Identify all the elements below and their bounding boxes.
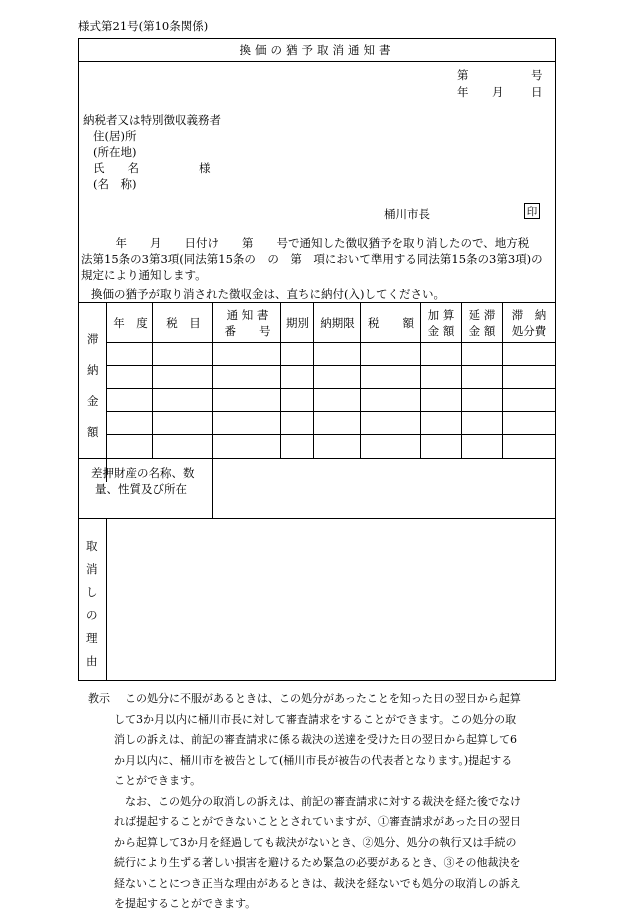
notes-p2-line-6: を提起することができます。 (114, 897, 257, 910)
header-installment: 期別 (286, 316, 309, 330)
notice-form (78, 38, 556, 681)
notes-p1-line-1: この処分に不服があるときは、この処分があったことを知った日の翌日から起算 (125, 692, 521, 705)
body-line-1: 年 月 日付け 第 号で通知した徴収猶予を取り消したので、地方税 (81, 236, 530, 250)
notes-p1-line-5: ことができます。 (114, 774, 202, 787)
notes-p2-line-2: れば提起することができないこととされていますが、①審査請求があった日の翌日 (114, 815, 521, 828)
recipient-location-label: (所在地) (93, 145, 137, 159)
payment-notice: 換価の猶予が取り消された徴収金は、直ちに納付(入)してください。 (91, 287, 445, 301)
form-number: 様式第21号(第10条関係) (78, 19, 209, 33)
body-line-3: 規定により通知します。 (81, 268, 207, 282)
recipient-heading: 納税者又は特別徴収義務者 (83, 113, 221, 127)
header-notice-number: 通 知 書 番 号 (224, 308, 271, 338)
reason-label-char-1: 取 (86, 539, 98, 553)
side-label-char-4: 額 (87, 425, 99, 439)
notes-label: 教示 (88, 692, 110, 705)
notes-p1-line-3: 消しの訴えは、前記の審査請求に係る裁決の送達を受けた日の翌日から起算して6 (114, 733, 517, 746)
side-label-char-2: 納 (87, 363, 99, 377)
notes-p1-line-4: か月以内に、桶川市を被告として(桶川市長が被告の代表者となります。)提起する (114, 753, 513, 767)
body-line-2: 法第15条の3第3項(同法第15条の の 第 項において準用する同法第15条の3第3項)の (81, 252, 543, 266)
header-fiscal-year: 年 度 (113, 316, 148, 330)
date-month: 月 (492, 85, 504, 99)
number-suffix: 号 (531, 68, 543, 82)
seal-mark: 印 (524, 203, 540, 219)
header-due-date: 納期限 (320, 316, 355, 330)
recipient-name-label: 氏 名 (93, 161, 139, 175)
header-additional-tax: 加 算 金 額 (427, 308, 455, 338)
side-label-char-3: 金 (87, 394, 99, 408)
notes-p2-line-4: 続行により生ずる著しい損害を避けるため緊急の必要があるとき、③その他裁決を (114, 856, 521, 869)
header-delinquency-charge: 延 滞 金 額 (468, 308, 496, 338)
recipient-corp-name-label: (名 称) (93, 177, 137, 191)
recipient-honorific: 様 (199, 161, 211, 175)
form-title: 換価の猶予取消通知書 (79, 39, 555, 62)
header-tax-item: 税 目 (166, 316, 201, 330)
notes-p2-line-1: なお、この処分の取消しの訴えは、前記の審査請求に対する裁決を経た後でなけ (125, 794, 521, 808)
seized-property-label-1: 差押財産の名称、数 (91, 466, 195, 480)
number-label: 第 (457, 68, 469, 82)
reason-label-char-5: 理 (86, 631, 98, 645)
side-label-char-1: 滞 (87, 332, 99, 346)
date-year: 年 (457, 85, 469, 99)
reason-label-char-3: し (86, 585, 98, 599)
date-day: 日 (531, 85, 543, 99)
reason-label-char-2: 消 (86, 562, 98, 576)
header-tax-amount: 税 額 (368, 316, 414, 330)
header-disposition-cost: 滞 納 処分費 (511, 308, 547, 338)
seized-property-label-2: 量、性質及び所在 (95, 482, 187, 496)
notes-p1-line-2: して3か月以内に桶川市長に対して審査請求をすることができます。この処分の取 (114, 712, 517, 726)
notes-p2-line-3: から起算して3か月を経過しても裁決がないとき、②処分、処分の執行又は手続の (114, 835, 517, 849)
recipient-address-label: 住(居)所 (93, 129, 137, 143)
reason-label-char-6: 由 (86, 654, 98, 668)
notes-p2-line-5: 経ないことにつき正当な理由があるときは、裁決を経ないでも処分の取消しの訴え (114, 876, 521, 890)
reason-label-char-4: の (86, 608, 98, 622)
issuer-name: 桶川市長 (384, 207, 430, 221)
